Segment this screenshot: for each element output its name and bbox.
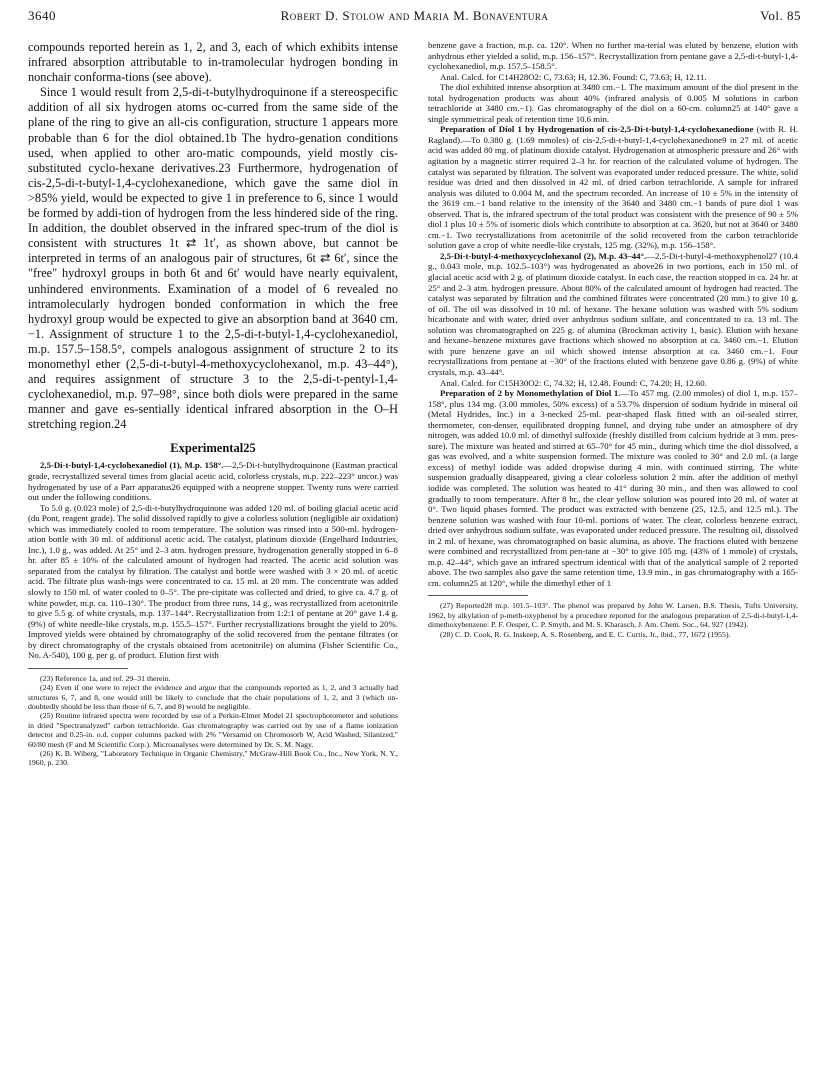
procedure-paragraph: benzene gave a fraction, m.p. ca. 120°. When no further ma-terial was eluted by benzene, elution with anhydrous ether yielded a solid, m.p. 156–157°. Recrystallization from pentane gave a 2,5-di-t-butyl-1,4-cyclohexanediol, m.p. 157.5–158.5°. xyxy=(428,40,798,72)
section-heading: Experimental25 xyxy=(170,441,256,456)
procedure-paragraph xyxy=(428,124,798,251)
footnote-rule xyxy=(428,595,528,596)
procedure-paragraph xyxy=(428,251,798,378)
body-paragraph: Since 1 would result from 2,5-di-t-butylhydroquinone if a stereospecific addition of all six hydrogen atoms oc-curred from the same side of the plane of the ring to give an all-cis configuration, structure 1 appears more probable than 6 for the diol obtained.1b The hydro-genation conditions used, when applied to other aro-matic compounds, yield mostly cis-substituted cyclo-hexane derivatives.23 Furthermore, hydrogenation of cis-2,5-di-t-butyl-1,4-cyclohexanedione, which gave the same diol in >85% yield, would be expected to give 1 in preference to 6, since 1 would be formed by addi-tion of hydrogen from the less hindered side of the ring. In addition, the doublet observed in the infrared spec-trum of the diol is consistent with structures 1t ⇄ 1t′, as shown above, but cannot be interpreted in terms of an analogous pair of structures, 6t ⇄ 6t′, since the "free" hydroxyl groups in both 6t and 6t′ would have nearly equivalent, unhindered environments. Examination of a model of 6 revealed no intramolecularly hydrogen bonded conformation in which the free hydroxyl group would be expected to give an absorption band at 3640 cm.−1. Assignment of structure 1 to the 2,5-di-t-butyl-1,4-cyclohexanediol, m.p. 157.5–158.5°, compels analogous assignment of structure 2 to its monomethyl ether (2,5-di-t-butyl-4-methoxycyclohexanol, m.p. 43–44°), and requires assignment of structure 3 to the 2,5-di-t-pentyl-1,4-cyclohexanediol, m.p. 97–98°, since both diols were prepared in the same manner and gave es-sentially identical infrared absorption in the O–H stretching region.24 xyxy=(28,85,398,432)
procedure-paragraph xyxy=(28,460,398,502)
procedure-title: 2,5-Di-t-butyl-1,4-cyclohexanediol (1), M.p. 158°. xyxy=(40,460,224,471)
footnote: (28) C. D. Cook, R. G. Inskeep, A. S. Rosenberg, and E. C. Curtis, Jr., ibid., 77, 1672 (1955). xyxy=(440,629,731,639)
procedure-title: 2,5-Di-t-butyl-4-methoxycyclohexanol (2), M.p. 43–44°. xyxy=(440,250,647,261)
analysis-line: Anal. Calcd. for C15H30O2: C, 74.32; H, 12.48. Found: C, 74.20; H, 12.60. xyxy=(440,377,707,388)
left-column xyxy=(28,40,398,1065)
footnote: (27) Reported28 m.p. 101.5–103°. The phenol was prepared by John W. Larsen, B.S. Thesis, Tufts University, 1962, by alkylation of p-meth-oxyphenol by a procedure reported for the analogous preparation of 2,5-di-t-butyl-1,4-dimethoxybenzene: P. F. Oesper, C. P. Smyth, and M. S. Kharasch, J. Am. Chem. Soc., 64, 927 (1942). xyxy=(428,601,798,630)
procedure-paragraph: To 5.0 g. (0.023 mole) of 2,5-di-t-butylhydroquinone was added 120 ml. of boiling glacial acetic acid (du Pont, reagent grade). The solid dissolved rapidly to give a colorless solution (negligible air oxidation) which was immediately cooled to room temperature. The solution was rinsed into a 500-ml. hydrogen-ation bottle with 30 ml. of additional acetic acid. The catalyst, platinum dioxide (Engelhard Industries, Inc.), 1.0 g., was added. At 25° and 2–3 atm. hydrogen pressure, hydrogenation generally stopped in 6–8 hr. after 85 ± 10% of the calculated amount of hydrogen had reacted. The acetic acid solution was separated from the catalyst by filtration. The catalyst and bottle were washed with 3 × 20 ml. of acetic acid. The filtrate plus wash-ings were concentrated to ca. 15 ml. at 20 mm. The concentrate was added slowly to 150 ml. of water cooled to 0–5°. The pre-cipitate was collected and dried, to give ca. 4.7 g. of white powder, m.p. ca. 110–130°. The product from three runs, 14 g., was recrystallized from acetonitrile to give 5.5 g. of white crystals, m.p. 137–144°. Recrystallization from 1:2:1 of pentane at 20° gave 1.4 g. (9%) of white needle-like crystals, m.p. 155.5–157°. Further recrystallizations brought the yield to 20%. Improved yields were obtained by chromatography of the solid recovered from the pentane filtrates (or by direct chromatography of the crystals obtained from acetonitrile) on alumina (Fisher Scientific Co., No. A-540), 100 g. per g. of product. Elution first with xyxy=(28,502,398,661)
footnote: (26) K. B. Wiberg, "Laboratory Technique in Organic Chemistry," McGraw-Hill Book Co., Inc., New York, N. Y., 1960, p. 230. xyxy=(28,749,398,768)
footnote: (24) Even if one were to reject the evidence and argue that the compounds reported as 1, 2, and 3 actually had structures 6, 7, and 8, one would still be likely to conclude that the chair populations of 1, 2, and 3 (which un-doubtedly should be less than those of 6, 7, and 8) would be negligible. xyxy=(28,683,398,712)
procedure-paragraph xyxy=(428,388,798,588)
right-column xyxy=(428,40,798,1065)
running-title: Robert D. Stolow and Maria M. Bonaventura xyxy=(280,8,549,23)
analysis-line: Anal. Calcd. for C14H28O2: C, 73.63; H, 12.36. Found: C, 73.63; H, 12.11. xyxy=(440,71,707,82)
procedure-paragraph: The diol exhibited intense absorption at 3480 cm.−1. The maximum amount of the diol present in the total hydrogenation products was about 40% (infrared analysis of 0.005 M solutions in carbon tetrachloride at 3480 cm.−1). Gas chromatography of the diol on a 60-cm. column25 at 140° gave a single symmetrical peak of retention time 10.6 min. xyxy=(428,82,798,124)
footnote: (25) Routine infrared spectra were recorded by use of a Perkin-Elmer Model 21 spectrophotometer and solutions in dried "Spectranalyzed" carbon tetrachloride. Gas chromatography was carried out by use of a flame ionization detector and 0.25-in. o.d. copper columns packed with 2% "Versamid on Chromosorb W, Acid Washed, Silanized," 60/80 mesh (F and M Scientific Corp.). Microanalyses were determined by Dr. S. M. Nagy. xyxy=(28,711,398,749)
body-paragraph: compounds reported herein as 1, 2, and 3, each of which exhibits intense infrared absorption attributable to in-tramolecular hydrogen bonding in nonchair conforma-tions (see above). xyxy=(28,40,398,85)
page-number: 3640 xyxy=(28,8,56,23)
procedure-body: —2,5-Di-t-butylhydroquinone (Eastman practical grade, recrystallized several times from glacial acetic acid, colorless crystals, m.p. 222–223° uncor.) was hydrogenated by use of a Parr apparatus26 equipped with a neoprene stopper. Twenty runs were carried out under the following conditions. xyxy=(28,460,398,503)
procedure-title: Preparation of Diol 1 by Hydrogenation of cis-2,5-Di-t-butyl-1,4-cyclohexanedione xyxy=(440,124,754,135)
procedure-body: —To 457 mg. (2.00 mmoles) of diol 1, m.p. 157–158°, plus 134 mg. (3.00 mmoles, 50% excess) of a 53.7% dispersion of sodium hydride in mineral oil (Metal Hydrides, Inc.) in a 3-necked 25-ml. pear-shaped flask fitted with an oil-sealed stirrer, thermometer, con-denser, equilibrated dropping funnel, and drying tube under an atmosphere of dry nitrogen, was added 10.0 ml. of dimethyl sulfoxide (freshly distilled from calcium hydride at 3 mm. pres-sure). The mixture was heated and stirred at 65–70° for 45 min., during which time the diol dissolved, a gas was evolved, and a white suspension formed. The mixture was cooled to 30° and 2.0 ml. (a large excess) of methyl iodide was added dropwise during 4 min. with continued stirring. The white suspension gradually disappeared, giving a clear colorless solution 2 min. after the addition of methyl iodide was completed. The solution was heated to 41° during 30 min., and then was allowed to cool gradually to room temperature. After 8 hr., the clear yellow solution was poured into 20 ml. of water at 0°. Two liquid phases formed. The product was extracted with benzene (25, 12.5, and 12.5 ml.). The benzene solution was washed with four 10-ml. portions of water. The clear, colorless benzene extract, dried over anhydrous sodium sulfate, was evaporated under reduced pressure. The resulting oil, dissolved in 2 ml. of hexane, was chromatographed on basic alumina, as above. The fractions eluted with benzene were combined and recrystallized from pen-tane at −30° to give 105 mg. (43% of 1 mmole) of crystals, m.p. 42–44°, which gave an infrared spectrum identical with that of the analytical sample of 2 reported above. The two samples also gave the same retention time, 13.9 min., in gas chromatography with a 165-cm. column25 at 120°, while the dimethyl ether of 1 xyxy=(428,388,798,588)
procedure-body: —2,5-Di-t-butyl-4-methoxyphenol27 (10.4 g., 0.043 mole, m.p. 102.5–103°) was hydrogenated as above26 in two portions, each in 150 ml. of glacial acetic acid with 2 g. of platinum dioxide catalyst. In each case, the reaction stopped in ca. 24 hr. at 25° and 2–3 atm. hydrogen pressure. About 80% of the calculated amount of hydrogen had reacted. The catalyst was separated by filtration and the combined filtrates were concentrated (20 mm.) to give 10 g. of oil. The oil was dissolved in 10 ml. of hexane. The hexane solution was washed with 5% sodium bicarbonate and with water, dried over anhydrous sodium sulfate, and concentrated to ca. 13 ml. The solution was chromatographed on 225 g. of alumina (Brockman activity 1, basic). Elution with hexane and hexane–benzene mixtures gave fractions which showed no absorption at ca. 3460 cm.−1. Elution with pure benzene gave an oil which showed intense absorption at ca. 3460 cm.−1. Four recrystallizations from pentane at −30° of the fractions eluted with benzene gave 0.86 g. (9%) of white crystals, m.p. 43–44°. xyxy=(428,250,798,377)
footnote-rule xyxy=(28,668,128,669)
running-header xyxy=(28,8,801,30)
footnote: (23) Reference 1a, and ref. 29–31 therein. xyxy=(40,673,171,683)
volume-label: Vol. 85 xyxy=(760,8,801,23)
procedure-title: Preparation of 2 by Monomethylation of Diol 1. xyxy=(440,388,621,399)
procedure-body: (with R. H. Ragland).—To 0.380 g. (1.69 mmoles) of cis-2,5-di-t-butyl-1,4-cyclohexanedione9 in 27 ml. of acetic acid was added 80 mg. of platinum dioxide catalyst. Hydrogenation at atmospheric pressure and 26° with agitation by a magnetic stirrer required 2–3 hr. for reaction of the calculated volume of hydrogen. The catalyst was separated by filtration. The solvent was evaporated under reduced pressure. The white, solid residue was dried and then dissolved in 42 ml. of dried carbon tetrachloride. A sample for infrared analysis was diluted to 0.004 M, and the spectrum recorded. An increase of 10 ± 5% in the intensity of the 3619 cm.−1 band relative to the intensity of the 3640 and 3480 cm.−1 bands of pure diol 1 was observed. That is, the infrared spectrum of the total product was consistent with the presence of 90 ± 5% diol 1 plus 10 ± 5% of isomeric diols which contribute to absorption at ca. 3620, but not at 3640 or 3480 cm.−1. Two recrystallizations from acetonitrile of the solid recovered from the carbon tetrachloride solution gave a crop of white needle-like crystals, 125 mg. (32%), m.p. 156–158°. xyxy=(428,124,798,251)
